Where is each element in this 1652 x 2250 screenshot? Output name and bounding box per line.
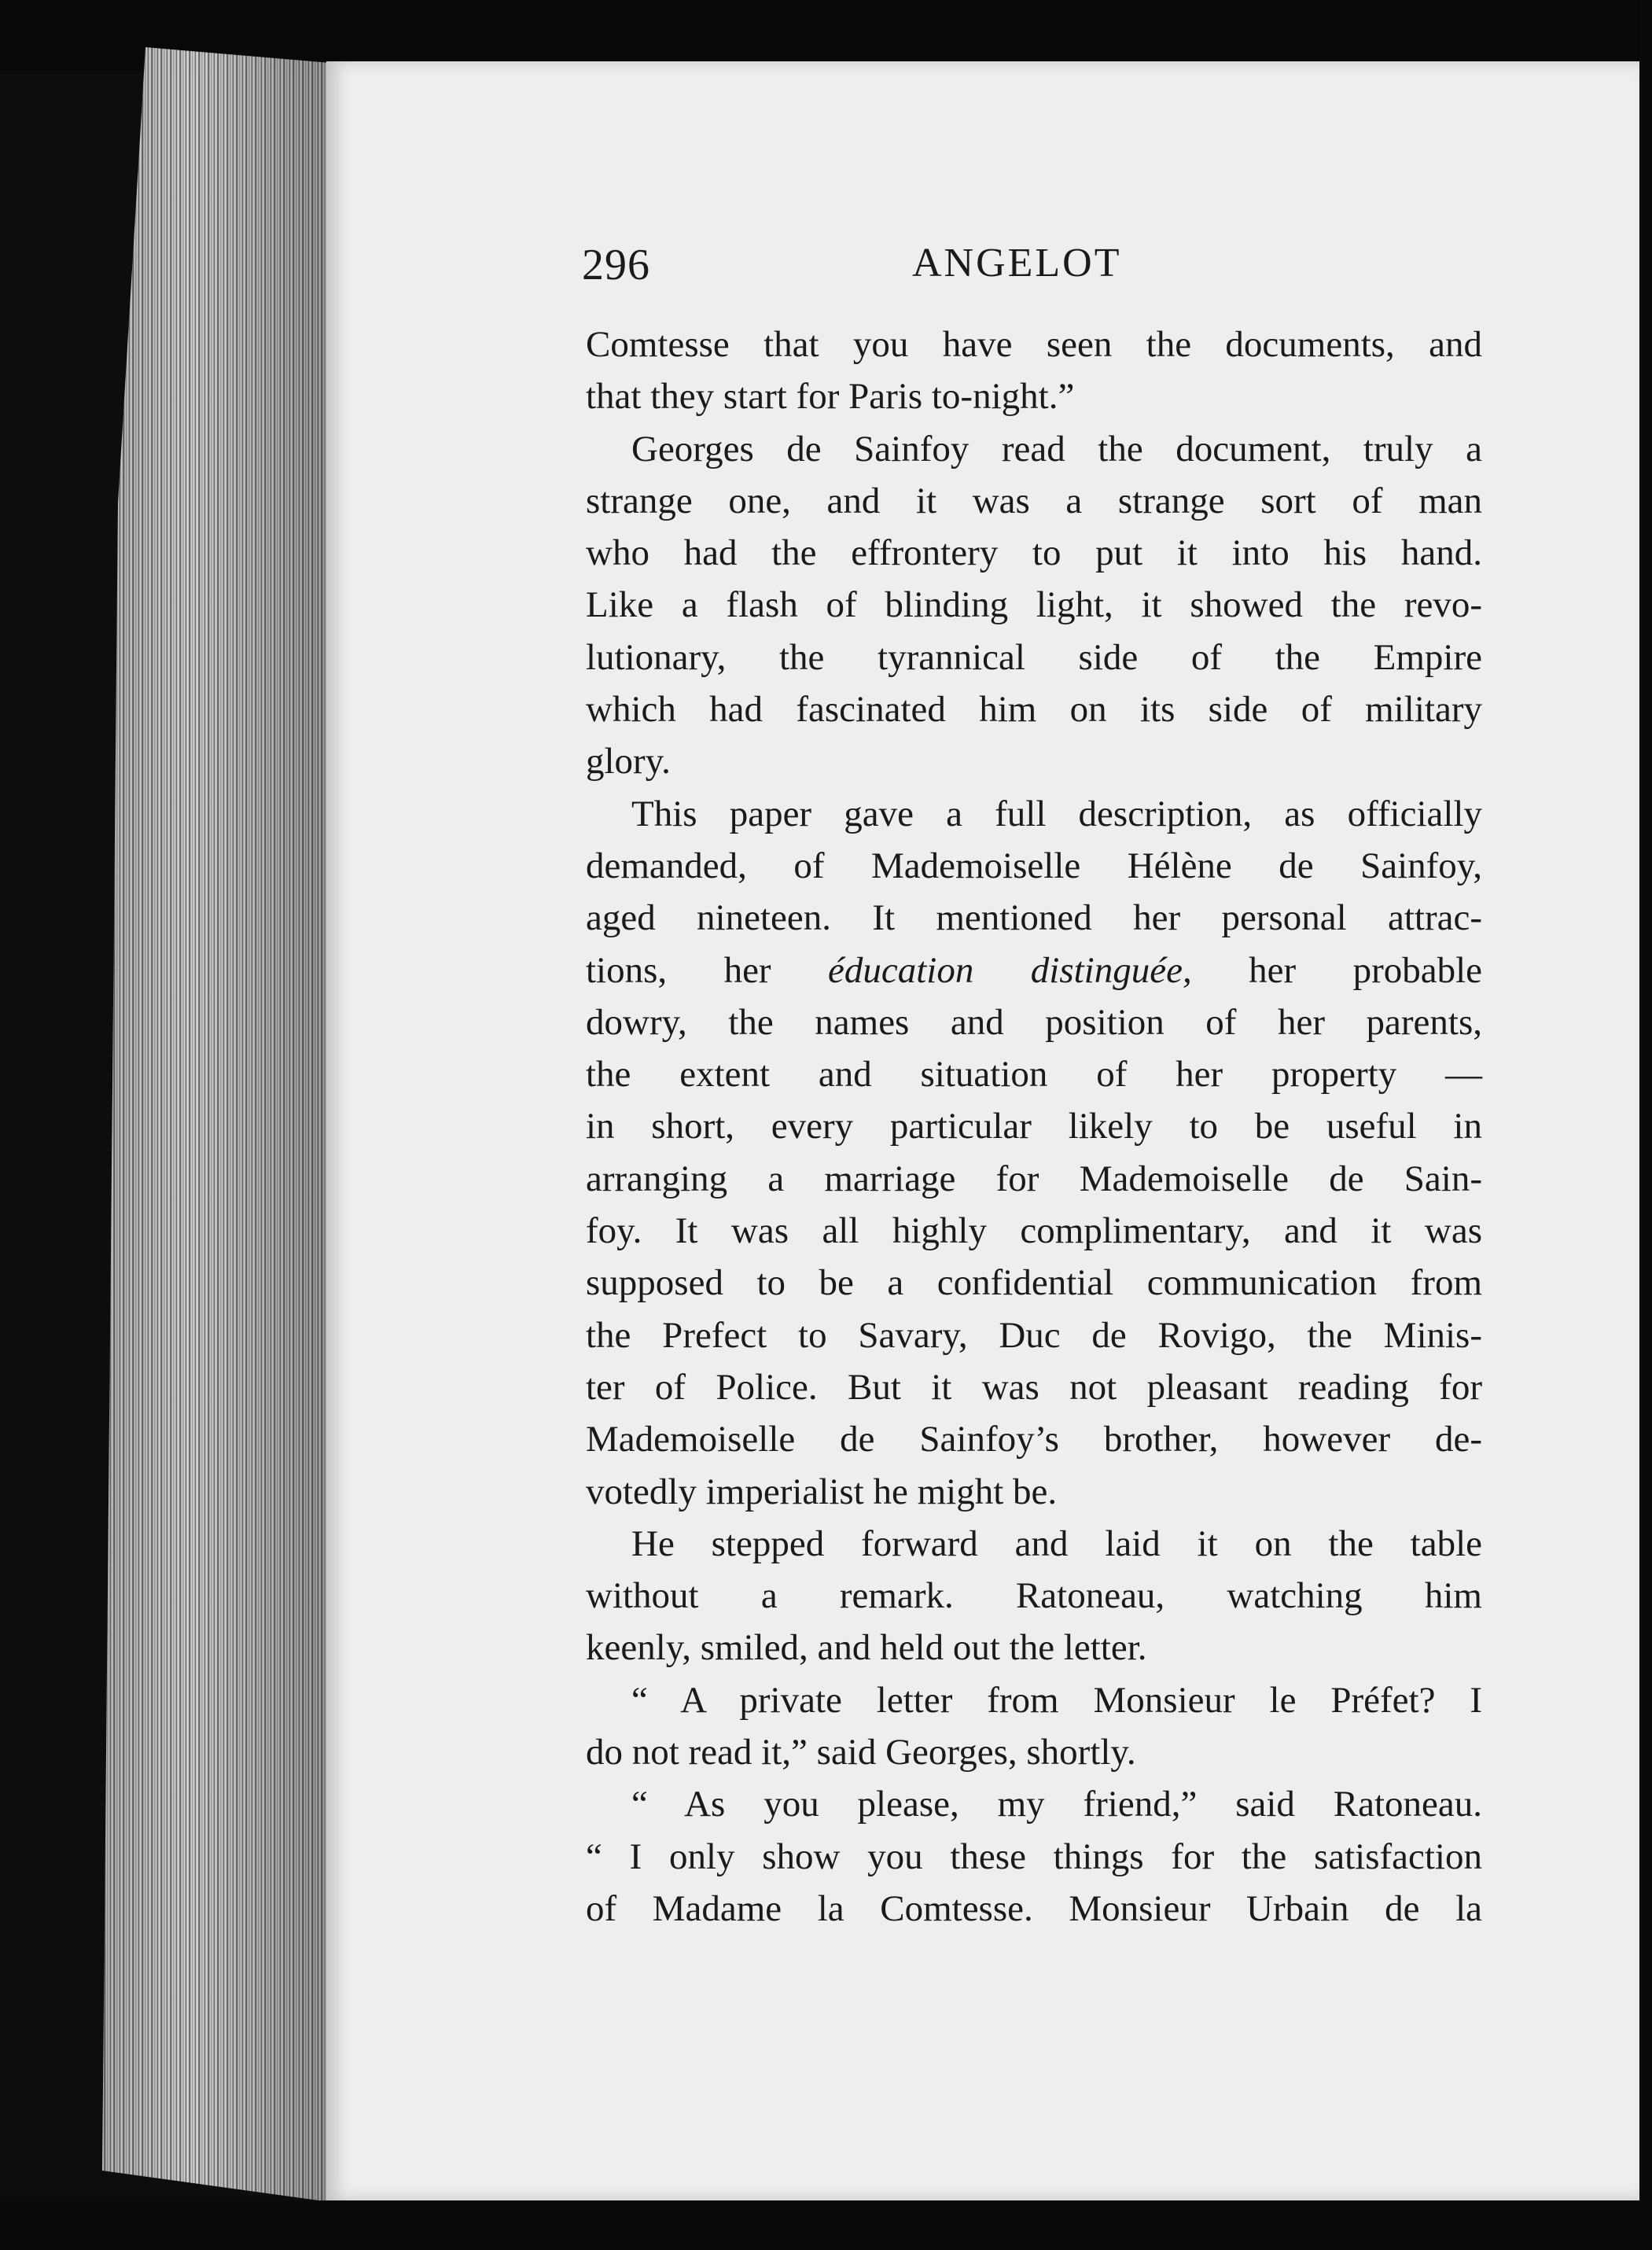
text-span: her probable xyxy=(1191,949,1482,991)
text-line: Mademoiselle de Sainfoy’s brother, however de- xyxy=(586,1419,1482,1460)
text-line: that they start for Paris to-night.” xyxy=(586,376,1075,418)
text-line: in short, every particular likely to be useful in xyxy=(586,1106,1482,1147)
text-line: the extent and situation of her property — xyxy=(586,1054,1482,1096)
text-span: tions, her xyxy=(586,949,829,991)
text-line: lutionary, the tyrannical side of the Empire xyxy=(586,636,1482,678)
text-line: dowry, the names and position of her parents, xyxy=(586,1001,1482,1043)
text-line: who had the effrontery to put it into his hand. xyxy=(586,532,1482,574)
text-line: This paper gave a full description, as officially xyxy=(631,793,1482,834)
text-line: glory. xyxy=(586,741,671,783)
running-title: ANGELOT xyxy=(912,241,1122,285)
scan-background-bottom xyxy=(0,2200,1652,2250)
text-line: He stepped forward and laid it on the table xyxy=(631,1523,1482,1564)
text-line: “ As you please, my friend,” said Ratoneau. xyxy=(631,1784,1482,1825)
italic-phrase: éducation distinguée, xyxy=(828,949,1192,991)
book-edge-shadow xyxy=(102,31,330,2202)
text-line: strange one, and it was a strange sort of man xyxy=(586,480,1482,521)
text-line: keenly, smiled, and held out the letter. xyxy=(586,1627,1147,1669)
text-line: “ A private letter from Monsieur le Préfet? I xyxy=(631,1679,1482,1721)
page-number: 296 xyxy=(582,241,650,289)
text-line: aged nineteen. It mentioned her personal attrac- xyxy=(586,897,1482,939)
text-line: supposed to be a confidential communication from xyxy=(586,1262,1482,1304)
text-line: ter of Police. But it was not pleasant reading for xyxy=(586,1366,1482,1408)
text-line: the Prefect to Savary, Duc de Rovigo, the Minis- xyxy=(586,1314,1482,1356)
body-text xyxy=(586,319,1482,1935)
text-line: of Madame la Comtesse. Monsieur Urbain de la xyxy=(586,1887,1482,1929)
text-line: foy. It was all highly complimentary, and it was xyxy=(586,1210,1482,1252)
text-line: which had fascinated him on its side of military xyxy=(586,689,1482,731)
text-line: do not read it,” said Georges, shortly. xyxy=(586,1732,1136,1773)
text-line: votedly imperialist he might be. xyxy=(586,1471,1058,1512)
text-line: arranging a marriage for Mademoiselle de Sain- xyxy=(586,1158,1482,1199)
text-line: Like a flash of blinding light, it showed the revo- xyxy=(586,584,1482,626)
running-head xyxy=(582,240,1486,303)
text-line: demanded, of Mademoiselle Hélène de Sainfoy, xyxy=(586,845,1482,886)
text-line xyxy=(586,945,1482,996)
text-line: without a remark. Ratoneau, watching him xyxy=(586,1575,1482,1617)
text-line: Comtesse that you have seen the documents, and xyxy=(586,324,1482,365)
scan-background-right xyxy=(1639,0,1652,2250)
text-line: Georges de Sainfoy read the document, truly a xyxy=(631,428,1482,470)
text-line: “ I only show you these things for the satisfaction xyxy=(586,1836,1482,1877)
